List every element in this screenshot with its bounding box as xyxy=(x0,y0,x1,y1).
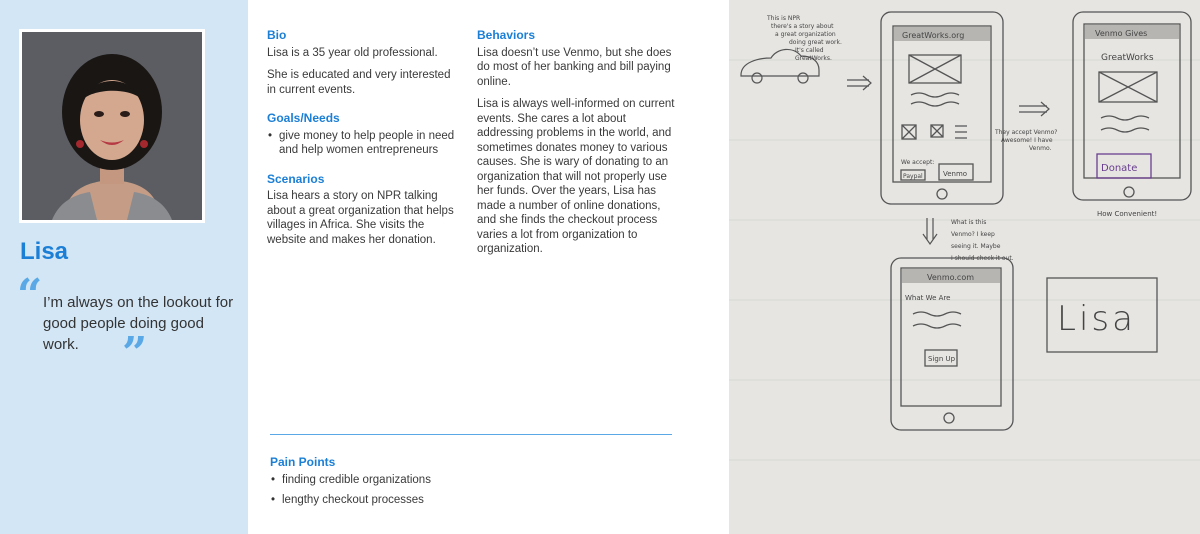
car-note: This is NPR there's a story about a great organization doing great work. It's called GreatWorks. xyxy=(767,15,842,62)
phone-sketch-venmo-com xyxy=(891,258,1013,430)
down-arrow-icon xyxy=(923,218,937,244)
behaviors-section xyxy=(477,28,677,257)
quote-close-mark: ” xyxy=(122,328,148,379)
scenarios-heading: Scenarios xyxy=(267,171,325,186)
bio-heading: Bio xyxy=(267,28,287,42)
pain-points-section xyxy=(270,455,670,514)
bio-section xyxy=(267,28,457,97)
portrait-image xyxy=(22,32,202,220)
goals-list xyxy=(267,129,457,158)
phone1-paypal: Paypal xyxy=(903,173,923,180)
arrow-icon xyxy=(1019,102,1049,116)
pain-points-heading: Pain Points xyxy=(270,455,336,469)
phone1-accept-label: We accept: xyxy=(901,159,935,166)
phone-sketch-greatworks xyxy=(881,12,1003,204)
phone3-subtitle: What We Are xyxy=(905,294,951,302)
persona-column-right xyxy=(477,28,677,271)
pain-point-item: • finding credible organizations xyxy=(270,473,670,488)
accept-note: They accept Venmo? Awesome! I have Venmo. xyxy=(995,129,1058,152)
persona-photo xyxy=(19,29,205,223)
phone2-header: Venmo Gives xyxy=(1095,29,1148,38)
scenarios-section xyxy=(267,172,457,248)
goals-section xyxy=(267,111,457,158)
persona-column-left xyxy=(267,28,457,261)
section-divider xyxy=(270,434,672,435)
bio-paragraph: She is educated and very interested in current events. xyxy=(267,69,451,96)
portrait-illustration xyxy=(22,32,202,220)
storyboard-drawing xyxy=(729,0,1200,534)
behaviors-paragraph: Lisa is always well-informed on current events. She cares a lot about addressing problems in the world, and sometimes donates money to various causes. She is wary of donating to an organization that will not properly use her funds. Over the years, Lisa has made a number of online donations, and she finds the checkout process varies a lot from organization to organization. xyxy=(477,98,675,255)
phone2-donate-button: Donate xyxy=(1101,163,1138,174)
name-card-text: Lisa xyxy=(1057,299,1136,339)
goal-item: • give money to help people in need and help women entrepreneurs xyxy=(267,129,457,158)
persona-quote: I’m always on the lookout for good people doing good work. xyxy=(43,294,234,353)
persona-name: Lisa xyxy=(20,238,69,265)
venmo-question-note: What is this Venmo? I keep seeing it. Maybe I should check it out. xyxy=(951,219,1014,262)
scenarios-paragraph: Lisa hears a story on NPR talking about a great organization that helps villages in Africa. She visits the website and makes her donation. xyxy=(267,190,454,246)
pain-points-list xyxy=(270,473,670,508)
phone2-title: GreatWorks xyxy=(1101,53,1154,63)
storyboard-sketch xyxy=(729,0,1200,534)
phone1-header: GreatWorks.org xyxy=(902,31,965,40)
behaviors-paragraph: Lisa doesn’t use Venmo, but she does do most of her banking and bill paying online. xyxy=(477,46,672,88)
persona-sidebar xyxy=(0,0,248,534)
phone3-signup-button: Sign Up xyxy=(928,355,956,363)
pain-point-item: • lengthy checkout processes xyxy=(270,493,670,508)
behaviors-heading: Behaviors xyxy=(477,28,536,42)
arrow-icon xyxy=(847,76,871,90)
bio-paragraph: Lisa is a 35 year old professional. xyxy=(267,46,438,59)
quote-open-mark: “ xyxy=(17,270,43,321)
goals-heading: Goals/Needs xyxy=(267,111,340,125)
phone3-header: Venmo.com xyxy=(927,273,975,282)
phone1-venmo: Venmo xyxy=(943,170,968,178)
convenient-note: How Convenient! xyxy=(1097,210,1158,218)
